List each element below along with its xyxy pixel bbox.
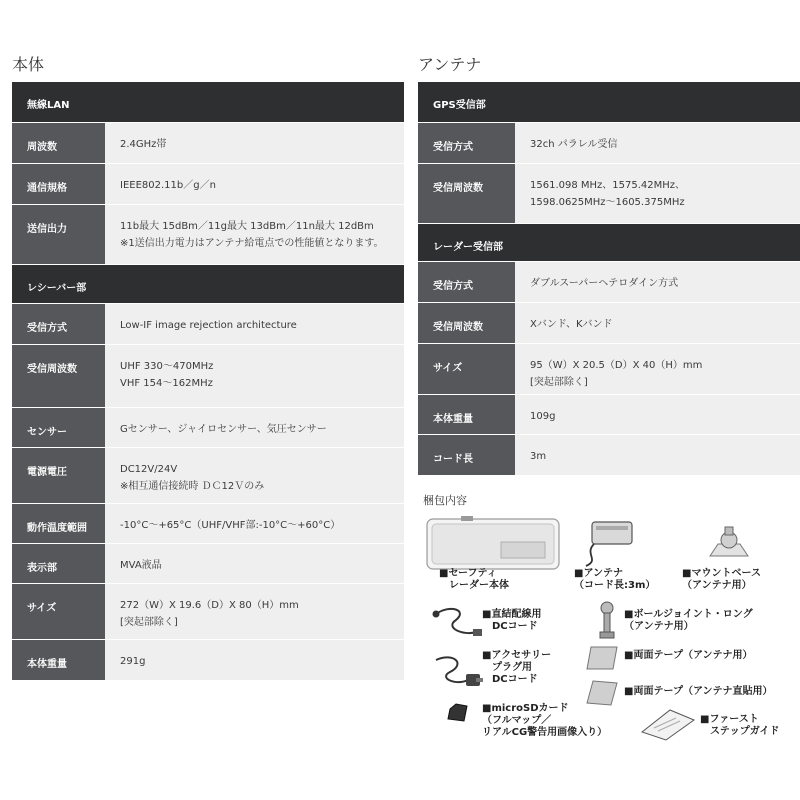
- spec-value: [105, 122, 404, 163]
- spec-value: [105, 344, 404, 407]
- spec-row: [12, 163, 404, 204]
- caption-line: ■ボールジョイント・ロング: [624, 609, 753, 620]
- spec-value-line: 291g: [120, 655, 146, 667]
- spec-label: 本体重量: [12, 639, 105, 680]
- spec-row: [12, 639, 404, 680]
- spec-value: [515, 302, 800, 343]
- direct-cord-illustration: [428, 602, 484, 644]
- spec-value-line: -10°C〜+65°C（UHF/VHF部:-10°C〜+60°C）: [120, 519, 341, 531]
- spec-value: [105, 447, 404, 503]
- caption-line: （アンテナ用）: [624, 621, 694, 632]
- spec-value-line: 272（W）X 19.6（D）X 80（H）mm: [120, 599, 299, 611]
- caption-line: （フルマップ／: [482, 715, 552, 726]
- spec-label: 通信規格: [12, 163, 105, 204]
- package-contents-title: 梱包内容: [423, 494, 467, 507]
- spec-value-line: 109g: [530, 410, 556, 422]
- spec-row: [12, 122, 404, 163]
- spec-label: サイズ: [12, 583, 105, 639]
- spec-value-line: 1561.098 MHz、1575.42MHz、: [530, 179, 686, 191]
- spec-label: 受信方式: [418, 261, 515, 302]
- spec-value-line: VHF 154〜162MHz: [120, 377, 213, 389]
- spec-value-line: ※1送信出力電力はアンテナ給電点での性能値となります。: [120, 237, 384, 249]
- spec-row: [418, 163, 800, 223]
- spec-row: [418, 302, 800, 343]
- group-header-label: レシーバー部: [12, 264, 404, 303]
- spec-value-line: 2.4GHz帯: [120, 138, 167, 150]
- spec-value-line: ダブルスーパーヘテロダイン方式: [530, 277, 679, 289]
- group-header-label: 無線LAN: [12, 82, 404, 122]
- spec-value: [515, 343, 800, 394]
- caption-line: （アンテナ用）: [682, 580, 752, 591]
- caption-safety-recorder: [439, 568, 509, 592]
- spec-label: 表示部: [12, 543, 105, 583]
- spec-label: 受信方式: [418, 122, 515, 163]
- spec-label: コード長: [418, 434, 515, 475]
- spec-value: [515, 394, 800, 434]
- spec-value: [105, 204, 404, 264]
- mount-base-illustration: [704, 524, 754, 564]
- spec-label: 動作温度範囲: [12, 503, 105, 543]
- spec-value: [105, 639, 404, 680]
- spec-row: [12, 447, 404, 503]
- antenna-illustration: [574, 518, 642, 568]
- spec-value-line: 32ch パラレル受信: [530, 138, 618, 150]
- spec-label: 周波数: [12, 122, 105, 163]
- spec-value: [515, 163, 800, 223]
- spec-value-line: ※相互通信接続時 ＤＣ12Ｖのみ: [120, 480, 265, 492]
- spec-row: [418, 434, 800, 475]
- safety-recorder-illustration: [425, 514, 563, 574]
- spec-row: [418, 394, 800, 434]
- caption-first-step-guide: [700, 714, 779, 738]
- spec-value-line: 95（W）X 20.5（D）X 40（H）mm: [530, 359, 703, 371]
- spec-row: [418, 261, 800, 302]
- caption-line: ■直結配線用: [482, 609, 542, 620]
- group-header-label: GPS受信部: [418, 82, 800, 122]
- spec-value: [515, 122, 800, 163]
- caption-line: DCコード: [492, 621, 538, 632]
- spec-label: 本体重量: [418, 394, 515, 434]
- spec-value: [105, 303, 404, 344]
- spec-label: センサー: [12, 407, 105, 447]
- spec-group-header: [418, 82, 800, 122]
- spec-value: [105, 583, 404, 639]
- caption-line: （コード長:3m）: [574, 580, 656, 591]
- spec-label: 受信周波数: [418, 163, 515, 223]
- spec-value: [515, 261, 800, 302]
- accessory-plug-cord-illustration: [426, 650, 486, 694]
- caption-line: ■アクセサリー: [482, 650, 552, 661]
- caption-line: ■マウントベース: [682, 568, 761, 579]
- spec-value: [105, 407, 404, 447]
- caption-line: ■両面テープ（アンテナ用）: [624, 650, 753, 661]
- caption-microsd: [482, 703, 607, 739]
- spec-row: [12, 503, 404, 543]
- caption-line: ■ファースト: [700, 714, 759, 725]
- spec-value-line: Low-IF image rejection architecture: [120, 319, 297, 331]
- spec-value-line: 1598.0625MHz〜1605.375MHz: [530, 196, 685, 208]
- spec-row: [12, 543, 404, 583]
- caption-line: ■アンテナ: [574, 568, 624, 579]
- spec-row: [12, 303, 404, 344]
- caption-line: リアルCG警告用画像入り）: [482, 727, 608, 738]
- caption-tape-direct: [624, 686, 773, 698]
- caption-direct-cord: [482, 609, 541, 633]
- spec-value: [515, 434, 800, 475]
- spec-row: [12, 583, 404, 639]
- caption-accessory-plug: [482, 650, 551, 686]
- microsd-illustration: [447, 703, 469, 723]
- right-section-title: アンテナ: [418, 55, 482, 74]
- spec-value-line: UHF 330〜470MHz: [120, 360, 214, 372]
- spec-label: 受信周波数: [12, 344, 105, 407]
- caption-line: ■microSDカード: [482, 703, 569, 714]
- caption-ball-joint: [624, 609, 753, 633]
- spec-value-line: [突起部除く]: [120, 616, 178, 628]
- spec-label: 受信周波数: [418, 302, 515, 343]
- spec-value-line: DC12V/24V: [120, 463, 178, 475]
- caption-line: ■両面テープ（アンテナ直貼用）: [624, 686, 773, 697]
- antenna-spec-table: [418, 82, 800, 476]
- spec-label: 電源電圧: [12, 447, 105, 503]
- caption-line: レーダー本体: [449, 580, 509, 591]
- main-unit-spec-column: [12, 82, 404, 681]
- spec-label: サイズ: [418, 343, 515, 394]
- main-unit-spec-table: [12, 82, 404, 681]
- spec-label: 受信方式: [12, 303, 105, 344]
- spec-value: [105, 163, 404, 204]
- caption-antenna: [574, 568, 655, 592]
- spec-group-header: [418, 223, 800, 261]
- spec-row: [418, 343, 800, 394]
- spec-value: [105, 543, 404, 583]
- spec-value-line: [突起部除く]: [530, 376, 588, 388]
- spec-label: 送信出力: [12, 204, 105, 264]
- antenna-spec-column: [418, 82, 800, 476]
- caption-line: DCコード: [492, 674, 538, 685]
- caption-line: ■セーフティ: [439, 568, 497, 579]
- spec-value: [105, 503, 404, 543]
- spec-group-header: [12, 82, 404, 122]
- caption-tape-antenna: [624, 650, 753, 662]
- spec-row: [12, 407, 404, 447]
- caption-line: プラグ用: [492, 662, 532, 673]
- tape-antenna-illustration: [585, 645, 619, 671]
- spec-row: [12, 344, 404, 407]
- spec-value-line: Gセンサー、ジャイロセンサー、気圧センサー: [120, 423, 327, 435]
- group-header-label: レーダー受信部: [418, 223, 800, 261]
- caption-line: ステップガイド: [710, 726, 780, 737]
- spec-value-line: MVA液晶: [120, 559, 162, 571]
- left-section-title: 本体: [12, 55, 45, 74]
- caption-mount-base: [682, 568, 761, 592]
- ball-joint-illustration: [596, 601, 618, 641]
- spec-row: [418, 122, 800, 163]
- spec-value-line: Xバンド、Kバンド: [530, 318, 613, 330]
- spec-row: [12, 204, 404, 264]
- spec-value-line: 3m: [530, 450, 547, 462]
- spec-value-line: 11b最大 15dBm／11g最大 13dBm／11n最大 12dBm: [120, 220, 374, 232]
- spec-group-header: [12, 264, 404, 303]
- spec-value-line: IEEE802.11b／g／n: [120, 179, 216, 191]
- first-step-guide-illustration: [640, 708, 696, 742]
